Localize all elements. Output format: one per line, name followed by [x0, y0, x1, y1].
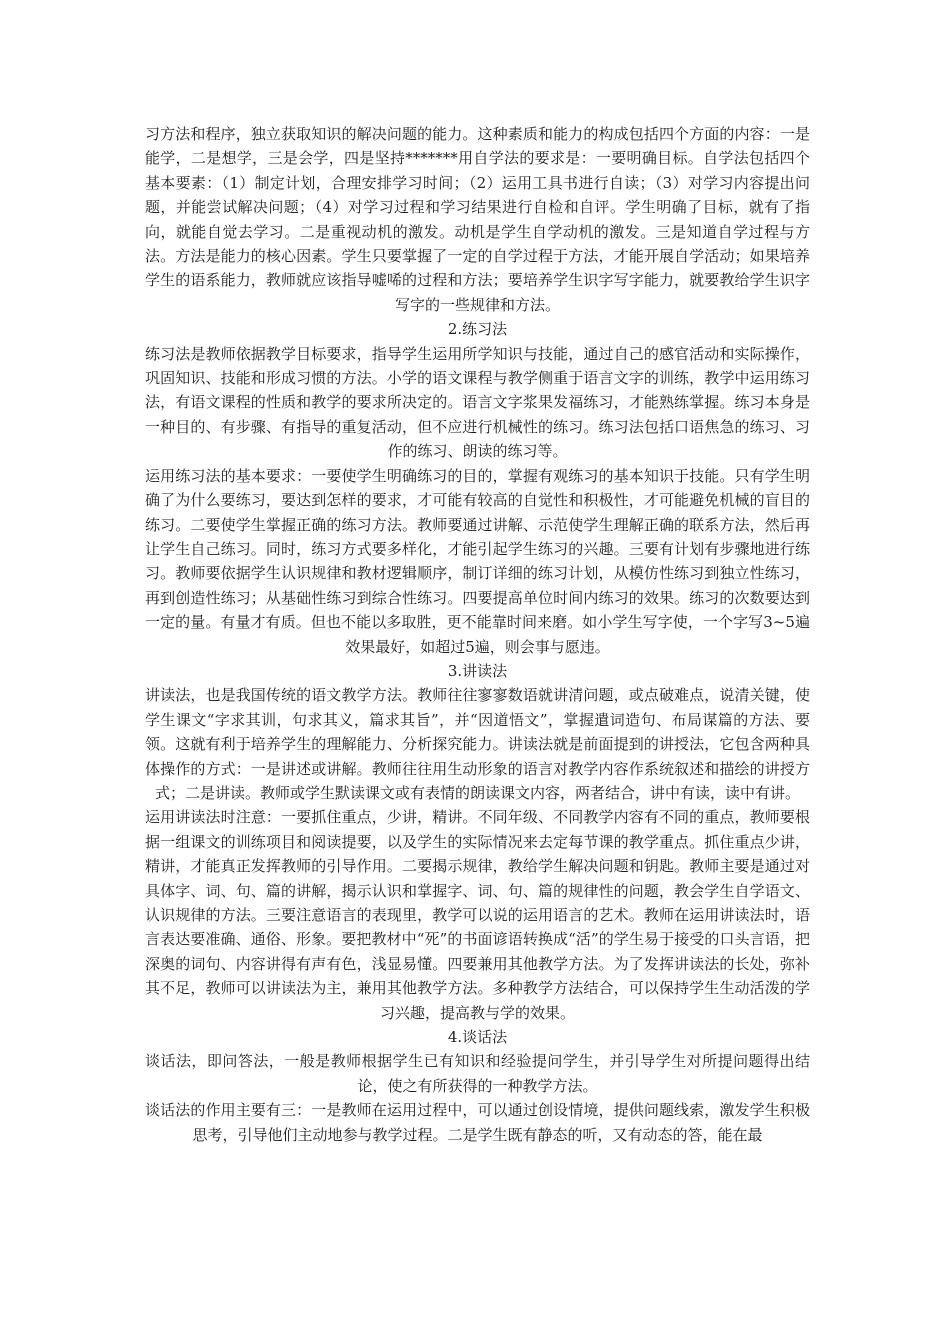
- paragraph-lecture-reading-definition: 讲读法，也是我国传统的语文教学方法。教师往往寥寥数语就讲清问题，或点破难点，说清关键，使学生课文“字求其训，句求其义，篇求其旨”，并“因道悟文”，掌握遣词造句、布局谋篇的方法、要领。这就有利于培养学生的理解能力、分析探究能力。讲读法就是前面提到的讲授法，它包含两种具体操作的方式：一是讲述或讲解。教师往往用生动形象的语言对教学内容作系统叙述和描绘的讲授方式；二是讲读。教师或学生默读课文或有表情的朗读课文内容，两者结合，讲中有读，读中有讲。: [145, 686, 810, 802]
- paragraph-practice-requirements: 运用练习法的基本要求：一要使学生明确练习的目的，掌握有观练习的基本知识于技能。只有学生明确了为什么要练习，要达到怎样的要求，才可能有较高的自觉性和积极性，才可能避免机械的盲目的练习。二要使学生掌握正确的练习方法。教师要通过讲解、示范使学生理解正确的联系方法，然后再让学生自己练习。同时，练习方式要多样化，才能引起学生练习的兴趣。三要有计划有步骤地进行练习。教师要依据学生认识规律和教材逻辑顺序，制订详细的练习计划，从模仿性练习到独立性练习，再到创造性练习；从基础性练习到综合性练习。四要提高单位时间内练习的效果。练习的次数要达到一定的量。有量才有质。但也不能以多取胜，更不能靠时间来磨。如小学生写字使，一个字写3~5遍效果最好，如超过5遍，则会事与愿违。: [145, 466, 810, 656]
- paragraph-conversation-definition: 谈话法，即问答法，一般是教师根据学生已有知识和经验提问学生，并引导学生对所提问题得出结论，使之有所获得的一种教学方法。: [145, 1052, 810, 1095]
- document-body: [145, 122, 810, 1147]
- paragraph-lecture-reading-notes: 运用讲读法时注意：一要抓住重点，少讲，精讲。不同年级、不同教学内容有不同的重点，教师要根据一组课文的训练项目和阅读提要，以及学生的实际情况来去定每节课的教学重点。抓住重点少讲，精讲，才能真正发挥教师的引导作用。二要揭示规律，教给学生解决问题和钥匙。教师主要是通过对具体字、词、句、篇的讲解，揭示认识和掌握字、词、句、篇的规律性的问题，教会学生自学语文、认识规律的方法。三要注意语言的表现里，教学可以说的运用语言的艺术。教师在运用讲读法时，语言表达要准确、通俗、形象。要把教材中“死”的书面谚语转换成“活”的学生易于接受的口头言语，把深奥的词句、内容讲得有声有色，浅显易懂。四要兼用其他教学方法。为了发挥讲读法的长处，弥补其不足，教师可以讲读法为主，兼用其他教学方法。多种教学方法结合，可以保持学生生动活泼的学习兴趣，提高教与学的效果。: [145, 808, 810, 1022]
- heading-lecture-reading-method: 3.讲读法: [447, 661, 508, 680]
- heading-conversation-method: 4.谈话法: [447, 1028, 508, 1047]
- paragraph-conversation-functions: 谈话法的作用主要有三：一是教师在运用过程中，可以通过创设情境，提供问题线索，激发学生积极思考，引导他们主动地参与教学过程。二是学生既有静态的听，又有动态的答，能在最: [145, 1101, 810, 1144]
- heading-practice-method: 2.练习法: [447, 320, 508, 339]
- paragraph-self-study-requirements: 习方法和程序，独立获取知识的解决问题的能力。这种素质和能力的构成包括四个方面的内容：一是能学，二是想学，三是会学，四是坚持*******用自学法的要求是：一要明确目标。自学法包括四个基本要素：（1）制定计划，合理安排学习时间；（2）运用工具书进行自读；（3）对学习内容提出问题，并能尝试解决问题；（4）对学习过程和学习结果进行自检和自评。学生明确了目标，就有了指向，就能自觉去学习。二是重视动机的激发。动机是学生自学动机的激发。三是知道自学过程与方法。方法是能力的核心因素。学生只要掌握了一定的自学过程于方法，才能开展自学活动；如果培养学生的语系能力，教师就应该指导嘘唏的过程和方法；要培养学生识字写字能力，就要教给学生识字写字的一些规律和方法。: [145, 125, 810, 314]
- paragraph-practice-definition: 练习法是教师依据教学目标要求，指导学生运用所学知识与技能，通过自己的感官活动和实际操作，巩固知识、技能和形成习惯的方法。小学的语文课程与教学侧重于语言文字的训练，教学中运用练习法，有语文课程的性质和教学的要求所决定的。语言文字浆果发福练习，才能熟练掌握。练习本身是一种目的、有步骤、有指导的重复活动，但不应进行机械性的练习。练习法包括口语焦急的练习、习作的练习、朗读的练习等。: [145, 344, 810, 461]
